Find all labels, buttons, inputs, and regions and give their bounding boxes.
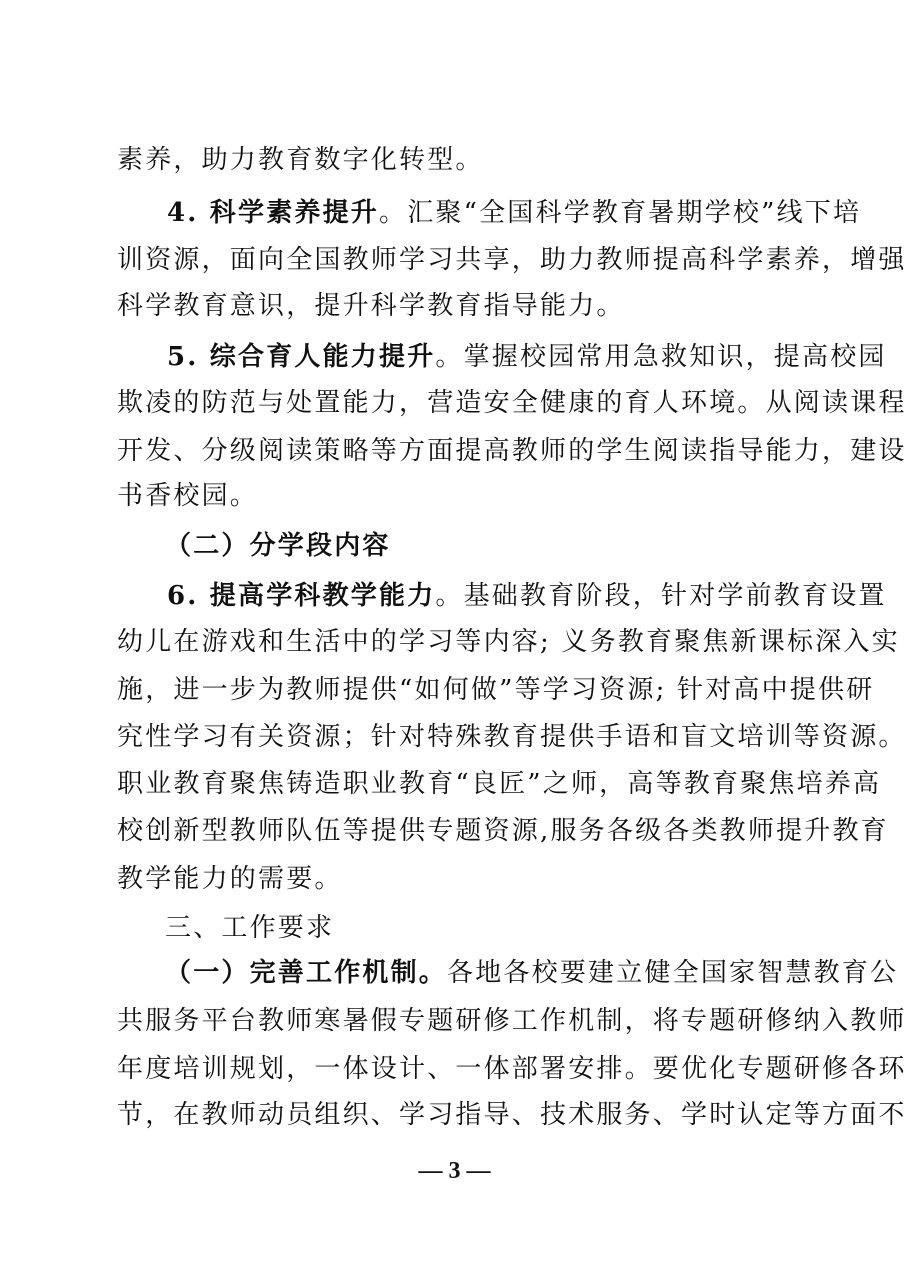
body-text-line: 书香校园。 [117,481,259,511]
section-heading: （二）分学段内容 [165,531,391,561]
body-text-line: 欺凌的防范与处置能力，营造安全健康的育人环境。从阅读课程 [117,388,907,418]
chapter-heading: 三、工作要求 [165,913,335,943]
item-heading: 4. 科学素养提升 [167,198,379,228]
body-text-line: 训资源，面向全国教师学习共享，助力教师提高科学素养，增强 [117,245,907,275]
body-text-line: 施，进一步为教师提供“如何做”等学习资源; 针对高中提供研 [117,675,875,705]
body-text-line: 开发、分级阅读策略等方面提高教师的学生阅读指导能力，建设 [117,436,907,466]
body-text-line: 教学能力的需要。 [117,864,343,894]
subsection-heading: （一）完善工作机制。 [165,958,448,988]
item-heading: 6. 提高学科教学能力 [167,581,436,611]
body-text-line: 究性学习有关资源；针对特殊教育提供手语和盲文培训等资源。 [117,722,907,752]
body-text-line: 校创新型教师队伍等提供专题资源,服务各级各类教师提升教育 [117,816,889,846]
paragraph-text: 各地各校要建立健全国家智慧教育公 [447,958,899,988]
numbered-item-5 [167,337,887,377]
body-text-line: 素养，助力教育数字化转型。 [117,145,484,175]
numbered-item-6 [167,576,887,616]
body-text-line: 共服务平台教师寒暑假专题研修工作机制，将专题研修纳入教师 [117,1006,907,1036]
item-heading: 5. 综合育人能力提升 [167,342,436,372]
numbered-item-4 [167,193,862,233]
body-text-line: 年度培训规划，一体设计、一体部署安排。要优化专题研修各环 [117,1054,907,1084]
body-text-line: 节，在教师动员组织、学习指导、技术服务、学时认定等方面不 [117,1100,907,1130]
item-text: 。掌握校园常用急救知识，提高校园 [435,342,887,372]
item-text: 。汇聚“全国科学教育暑期学校”线下培 [379,198,862,228]
body-text-line: 幼儿在游戏和生活中的学习等内容; 义务教育聚焦新课标深入实 [117,627,900,657]
item-text: 。基础教育阶段，针对学前教育设置 [435,581,887,611]
subsection-paragraph [165,953,899,993]
body-text-line: 职业教育聚焦铸造职业教育“良匠”之师，高等教育聚焦培养高 [117,769,882,799]
body-text-line: 科学教育意识，提升科学教育指导能力。 [117,291,625,321]
page-number: — 3 — [418,1158,491,1184]
